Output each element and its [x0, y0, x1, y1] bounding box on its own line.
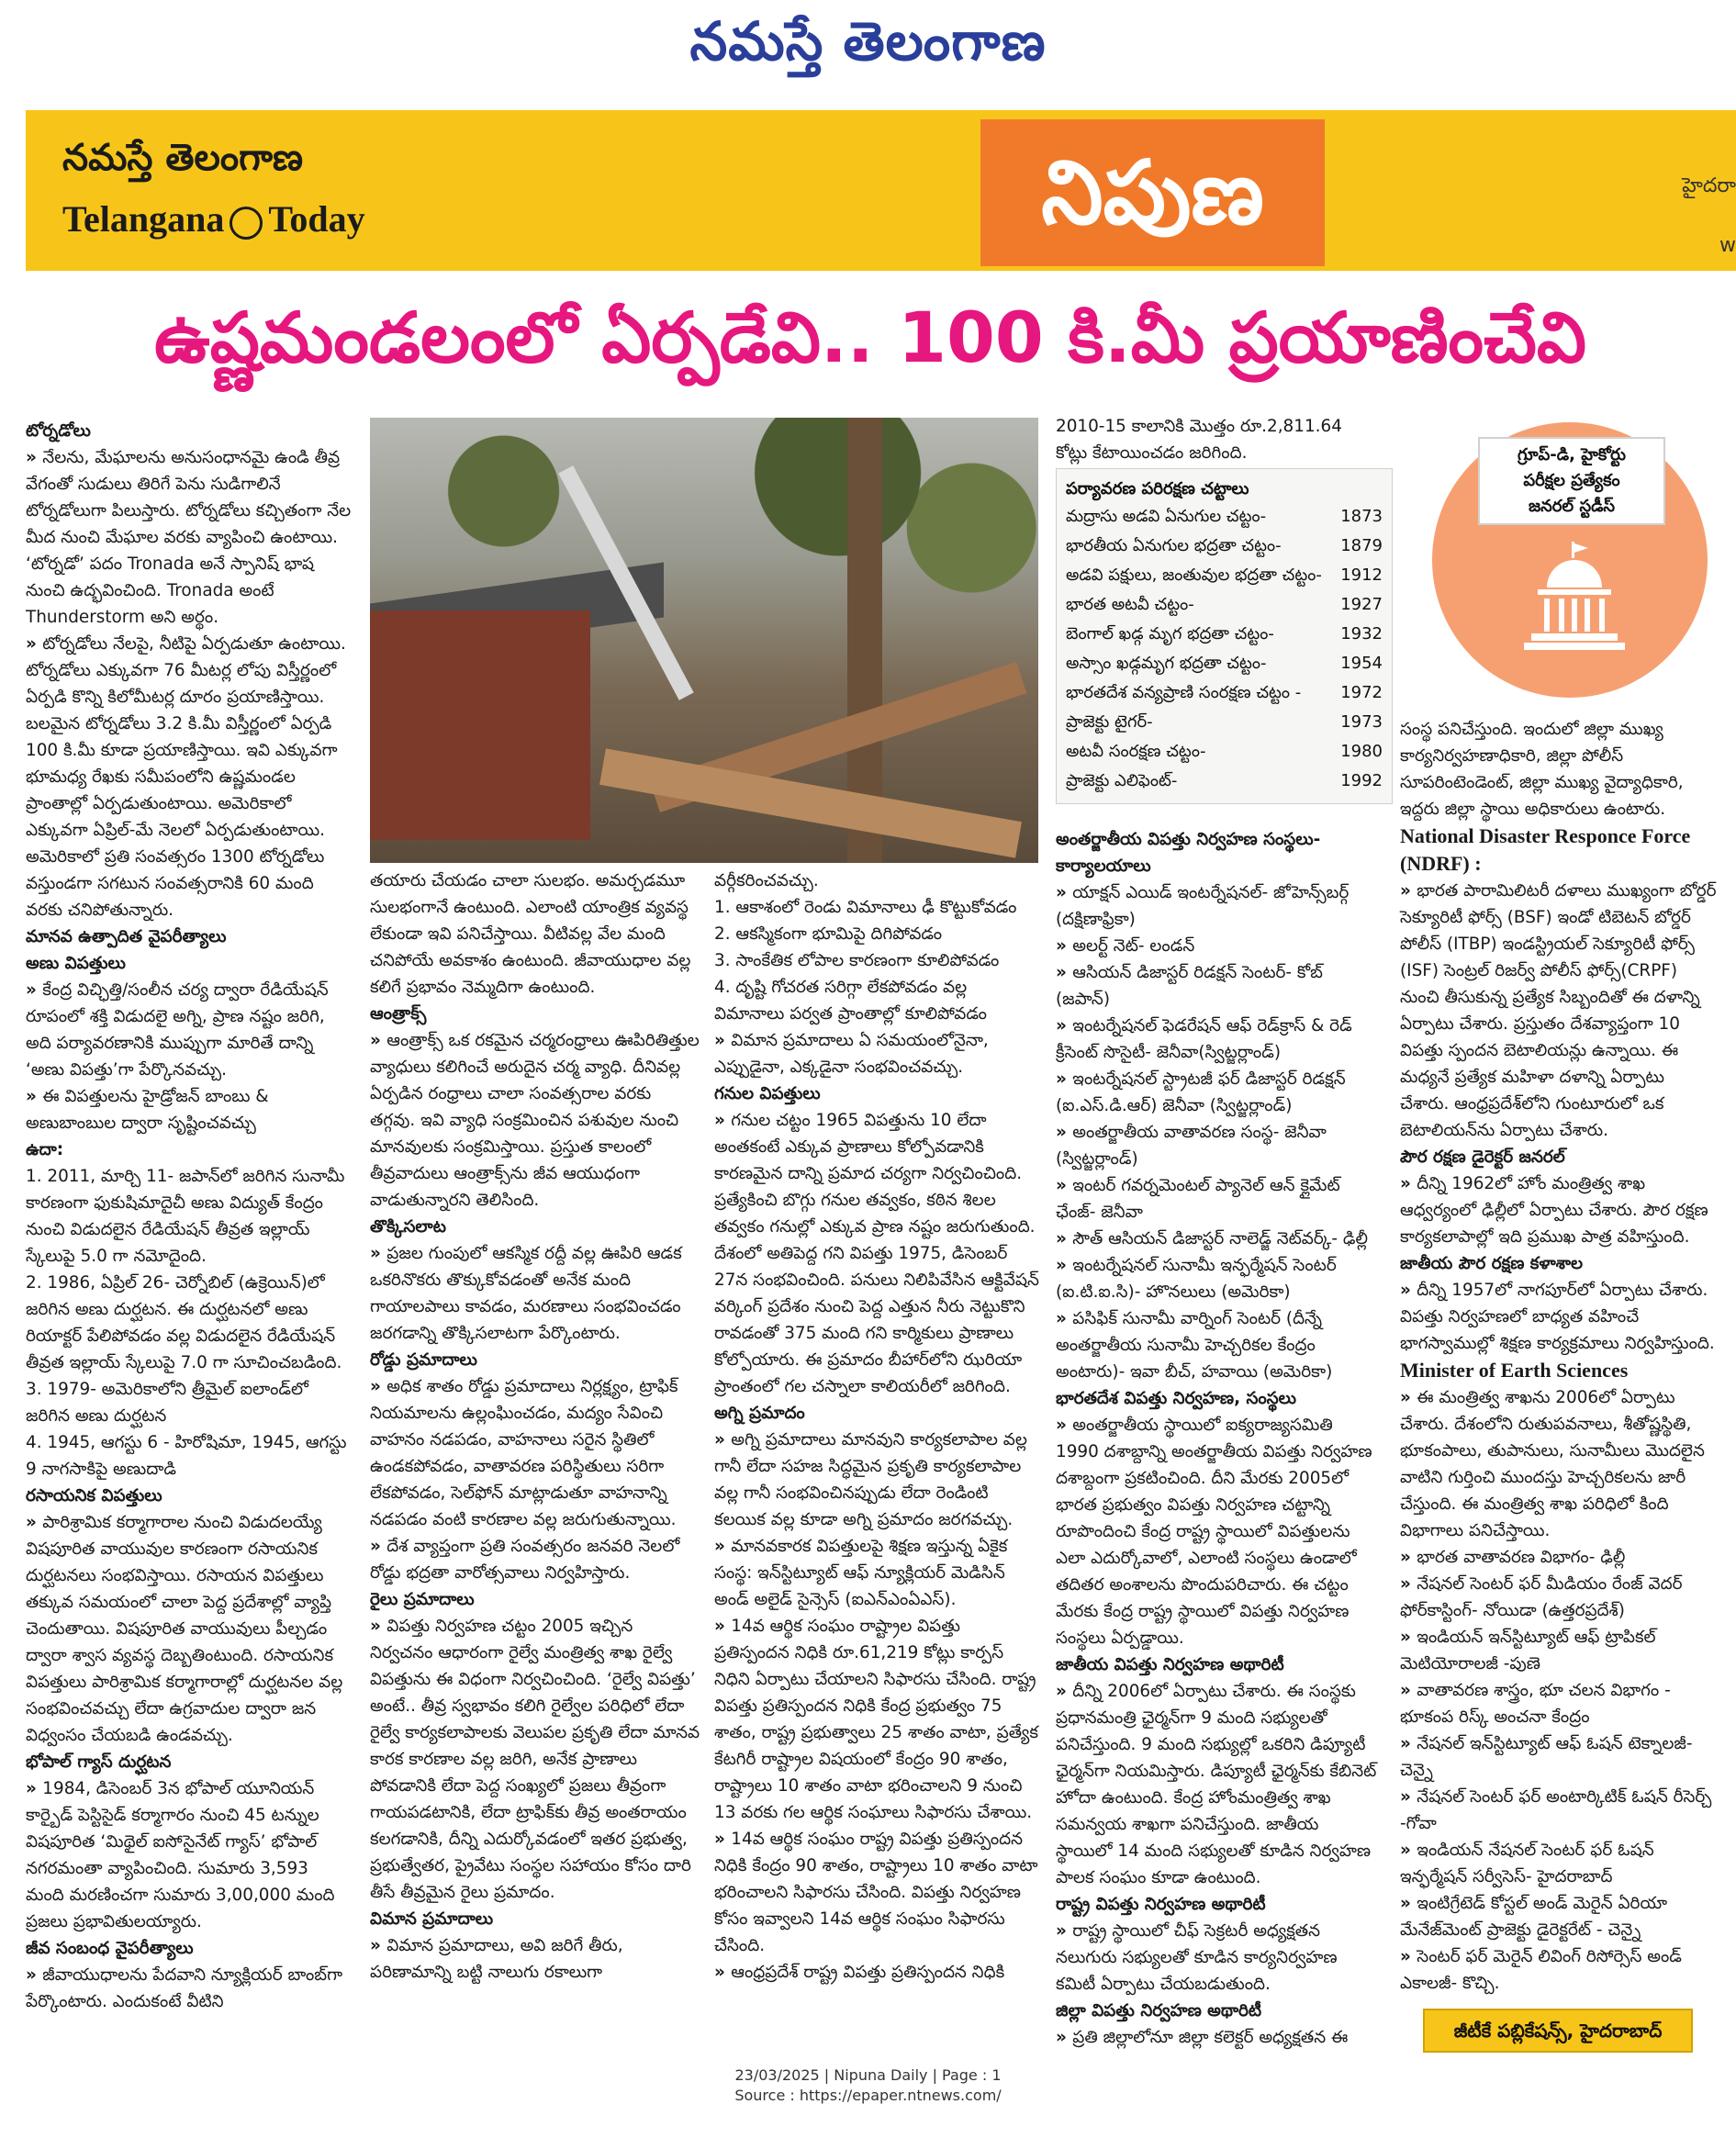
column-4: [1056, 826, 1377, 2051]
nipuna-logo: నిపుణ: [980, 119, 1325, 266]
namaste-telangana-logo: నమస్తే తెలంగాణ: [62, 136, 304, 179]
paragraph: సంస్థ పనిచేస్తుంది. ఇందులో జిల్లా ముఖ్య కార్యనిర్వహణాధికారి, జిల్లా పోలీస్ సూపరింటెండెంట్, జిల్లా ముఖ్య వైద్యాధికారి, ఇద్దరు జిల్లా స్థాయి అధికారులు ఉంటారు.: [1400, 720, 1684, 819]
footer-date-line: 23/03/2025 | Nipuna Daily | Page : 1: [734, 2066, 1002, 2084]
section-heading: జాతీయ పౌర రక్షణ కళాశాల: [1400, 1254, 1584, 1273]
list-item: 2. 1986, ఏప్రిల్ 26- చెర్నోబిల్ (ఉక్రెయిన్)లో జరిగిన అణు దుర్ఘటన. ఈ దుర్ఘటనలో అణు రియాక్టర్ పేలిపోవడం వల్ల విడుదలైన రేడియేషన్ తీవ్రత ఇల్లాయ్ స్కేలుపై 7.0 గా సూచించబడింది.: [26, 1273, 342, 1372]
section-heading: మానవ ఉత్పాదిత వైపరీత్యాలు: [26, 927, 227, 946]
list-item: » నేషనల్ సెంటర్ ఫర్ అంటార్కిటిక్ ఓషన్ రీసెర్చ్ -గోవా: [1400, 1784, 1717, 1837]
photo-foliage: [370, 418, 1038, 601]
section-banner: [26, 110, 1736, 271]
section-heading: జీవ సంబంధ వైపరీత్యాలు: [26, 1939, 194, 1958]
table-row: [1066, 590, 1383, 620]
badge-line-3: జనరల్ స్టడీస్: [1528, 497, 1616, 516]
paragraph: తయారు చేయడం చాలా సులభం. అమర్చడమూ సులభంగానే ఉంటుంది. ఎలాంటి యాంత్రిక వ్యవస్థ లేకుండా ఇవి పనిచేస్తాయి. వీటివల్ల వేల మంది చనిపోయే అవకాశం ఉంటుంది. జీవాయుధాల వల్ల కలిగే ప్రభావం నెమ్మదిగా ఉంటుంది.: [370, 871, 691, 997]
section-heading: అణు విపత్తులు: [26, 954, 126, 973]
paragraph: » అగ్ని ప్రమాదాలు మానవుని కార్యకలాపాల వల్ల గానీ లేదా సహజ సిద్ధమైన ప్రకృతి కార్యకలాపాల వల్ల గానీ సంభవించినప్పుడు లేదా రెండింటి కలయిక వల్ల కూడా అగ్ని ప్రమాదం జరగవచ్చు.: [714, 1427, 1040, 1533]
list-item: » అలర్ట్ నెట్- లండన్: [1056, 933, 1377, 959]
law-year: 1873: [1340, 507, 1383, 526]
table-title: పర్యావరణ పరిరక్షణ చట్టాలు: [1066, 479, 1249, 498]
section-heading: రసాయనిక విపత్తులు: [26, 1486, 162, 1506]
paragraph: » 1984, డిసెంబర్ 3న భోపాల్ యూనియన్ కార్బైడ్ పెస్టిసైడ్ కర్మాగారం నుంచి 45 టన్నుల విషపూరిత ‘మిథైల్ ఐసోసైనేట్ గ్యాస్’ భోపాల్ నగరమంతా వ్యాపించింది. సుమారు 3,593 మంది మరణించగా సుమారు 3,00,000 మంది ప్రజలు ప్రభావితులయ్యారు.: [26, 1775, 352, 1935]
law-name: అడవి పక్షులు, జంతువుల భద్రతా చట్టం-: [1066, 565, 1322, 585]
paragraph: » మానవకారక విపత్తులపై శిక్షణ ఇస్తున్న ఏకైక సంస్థ: ఇన్‌స్టిట్యూట్ ఆఫ్ న్యూక్లియర్ మెడిసిన్ అండ్ అలైడ్ సైన్సెస్ (ఐఎన్ఎంఏఎస్).: [714, 1533, 1040, 1613]
paragraph: » టోర్నడోలు నేలపై, నీటిపై ఏర్పడుతూ ఉంటాయి. టోర్నడోలు ఎక్కువగా 76 మీటర్ల లోపు విస్తీర్ణంలో ఏర్పడి కొన్ని కిలోమీటర్ల దూరం ప్రయాణిస్తాయి. బలమైన టోర్నడోలు 3.2 కి.మీ విస్తీర్ణంలో ఏర్పడి 100 కి.మీ కూడా ప్రయాణిస్తాయి. ఇవి ఎక్కువగా భూమధ్య రేఖకు సమీపంలోని ఉష్ణమండల ప్రాంతాల్లో ఏర్పడుతుంటాయి. అమెరికాలో ఎక్కువగా ఏప్రిల్-మే నెలలో ఏర్పడుతుంటాయి. అమెరికాలో ప్రతి సంవత్సరం 1300 టోర్నడోలు వస్తుండగా సగటున సంవత్సరానికి 60 మంది వరకు చనిపోతున్నారు.: [26, 631, 352, 923]
paragraph: » ప్రతి జిల్లాలోనూ జిల్లా కలెక్టర్ అధ్యక్షతన ఈ: [1056, 2024, 1377, 2051]
list-item: 3. 1979- అమెరికాలోని త్రీమైల్ ఐలాండ్‌లో జరిగిన అణు దుర్ఘటన: [26, 1380, 308, 1426]
list-item: 2. ఆకస్మికంగా భూమిపై దిగిపోవడం: [714, 924, 943, 944]
section-heading: అంతర్జాతీయ విపత్తు నిర్వహణ సంస్థలు- కార్యాలయాలు: [1056, 830, 1321, 876]
paragraph: » 14వ ఆర్థిక సంఘం రాష్ట్రాల విపత్తు ప్రతిస్పందన నిధికి రూ.61,219 కోట్లు కార్పస్ నిధిని ఏర్పాటు చేయాలని సిఫారసు చేసింది. రాష్ట్ర విపత్తు ప్రతిస్పందన నిధికి కేంద్ర ప్రభుత్వం 75 శాతం, రాష్ట్ర ప్రభుత్వాలు 25 శాతం వాటా, ప్రత్యేక కేటగిరీ రాష్ట్రాల విషయంలో కేంద్రం 90 శాతం, రాష్ట్రాలు 10 శాతం వాటా భరించాలని 9 నుంచి 13 వరకు గల ఆర్థిక సంఘాలు సిఫారసు చేశాయి.: [714, 1613, 1040, 1826]
list-item: » భారత వాతావరణ విభాగం- ఢిల్లీ: [1400, 1544, 1717, 1571]
telangana-today-text-a: Telangana: [62, 198, 225, 240]
law-year: 1879: [1340, 536, 1383, 555]
law-year: 1932: [1340, 624, 1383, 644]
telangana-today-logo: [62, 197, 365, 241]
column-2: [370, 868, 700, 1986]
page-headline: ఉష్ణమండలంలో ఏర్పడేవి.. 100 కి.మీ ప్రయాణించేవి: [154, 297, 1586, 378]
paragraph: » దీన్ని 2006లో ఏర్పాటు చేశారు. ఈ సంస్థకు ప్రధానమంత్రి ఛైర్మన్‌గా 9 మంది సభ్యులతో పనిచేస్తుంది. 9 మంది సభ్యుల్లో ఒకరిని డిప్యూటీ ఛైర్మన్‌గా నియమిస్తారు. డిప్యూటీ ఛైర్మన్‌కు కేబినెట్ హోదా ఉంటుంది. కేంద్ర హోంమంత్రిత్వ శాఖ సమన్వయ శాఖగా పనిచేస్తుంది. జాతీయ స్థాయిలో 14 మంది సభ్యులతో కూడిన నిర్వహణ పాలక సంఘం కూడా ఉంటుంది.: [1056, 1678, 1377, 1891]
law-name: అటవీ సంరక్షణ చట్టం-: [1066, 742, 1206, 761]
paragraph: » పారిశ్రామిక కర్మాగారాల నుంచి విడుదలయ్యే విషపూరిత వాయువుల కారణంగా రసాయనిక దుర్ఘటనలు సంభవిస్తాయి. రసాయన విపత్తులు తక్కువ సమయంలో చాలా పెద్ద ప్రదేశాల్లో వ్యాప్తి చెందుతాయి. విషపూరిత వాయువులు పీల్చడం ద్వారా శ్వాస వ్యవస్థ దెబ్బతింటుంది. రసాయనిక విపత్తులు పారిశ్రామిక కర్మాగారాల్లో దుర్ఘటనల వల్ల సంభవించవచ్చు లేదా ఉగ్రవాదుల ద్వారా జన విధ్వంసం చేయబడి ఉండవచ్చు.: [26, 1509, 352, 1749]
paragraph: » విమాన ప్రమాదాలు, అవి జరిగే తీరు, పరిణామాన్ని బట్టి నాలుగు రకాలుగా: [370, 1932, 700, 1986]
paragraph: » జీవాయుధాలను పేదవాని న్యూక్లియర్ బాంబ్‌గా పేర్కొంటారు. ఎందుకంటే వీటిని: [26, 1962, 352, 2015]
section-heading: పౌర రక్షణ డైరెక్టర్ జనరల్: [1400, 1147, 1565, 1167]
list-item: 4. 1945, ఆగస్టు 6 - హిరోషిమా, 1945, ఆగస్టు 9 నాగసాకిపై అణుదాడి: [26, 1433, 347, 1479]
paragraph: » భారత పారామిలిటరీ దళాలు ముఖ్యంగా బోర్డర్ సెక్యూరిటీ ఫోర్స్ (BSF) ఇండో టిబెటన్ బోర్డర్ పోలీస్ (ITBP) ఇండస్ట్రియల్ సెక్యూరిటీ ఫోర్స్ (ISF) సెంట్రల్ రిజర్వ్ పోలీస్ ఫోర్స్(CRPF) నుంచి తీసుకున్న ప్రత్యేక సిబ్బందితో ఈ దళాన్ని ఏర్పాటు చేశారు. ప్రస్తుతం దేశవ్యాప్తంగా 10 విపత్తు స్పందన బెటాలియన్లు ఉన్నాయి. ఈ మధ్యనే ప్రత్యేక మహిళా దళాన్ని ఏర్పాటు చేశారు. ఆంధ్రప్రదేశ్‌లోని గుంటూరులో ఒక బెటాలియన్‌ను ఏర్పాటు చేశారు.: [1400, 878, 1717, 1144]
law-year: 1973: [1340, 712, 1383, 732]
section-heading: Minister of Earth Sciences: [1400, 1359, 1629, 1382]
paragraph: » ఈ మంత్రిత్వ శాఖను 2006లో ఏర్పాటు చేశారు. దేశంలోని రుతుపవనాలు, శీతోష్ణస్థితి, భూకంపాలు, తుపానులు, సునామీలు మొదలైన వాటిని గుర్తించి ముందస్తు హెచ్చరికలను జారీ చేస్తుంది. ఈ మంత్రిత్వ శాఖ పరిధిలో కింది విభాగాలు పనిచేస్తాయి.: [1400, 1384, 1717, 1544]
section-heading: ఉదా:: [26, 1140, 64, 1159]
paragraph: » దీన్ని 1957లో నాగపూర్‌లో ఏర్పాటు చేశారు. విపత్తు నిర్వహణలో బాధ్యత వహించే భాగస్వాముల్లో శిక్షణ కార్యక్రమాలు నిర్వహిస్తుంది.: [1400, 1277, 1717, 1357]
table-row: [1066, 561, 1383, 590]
law-name: భారత అటవీ చట్టం-: [1066, 595, 1194, 614]
section-heading: రైలు ప్రమాదాలు: [370, 1590, 475, 1609]
paragraph: » గనుల చట్టం 1965 విపత్తును 10 లేదా అంతకంటే ఎక్కువ ప్రాణాలు కోల్పోవడానికి కారణమైన దాన్ని ప్రమాద చర్యగా నిర్వచించింది. ప్రత్యేకించి బొగ్గు గనుల తవ్వకం, కఠిన శిలల తవ్వకం గనుల్లో ఎక్కువ ప్రాణ నష్టం జరుగుతుంది. దేశంలో అతిపెద్ద గని విపత్తు 1975, డిసెంబర్ 27న సంభవించింది. పనులు నిలిపివేసిన ఆక్టివేషన్ వర్కింగ్ ప్రదేశం నుంచి పెద్ద ఎత్తున నీరు నెట్టుకొని రావడంతో 375 మంది గని కార్మికులు ప్రాణాలు కోల్పోయారు. ఈ ప్రమాదం బీహార్‌లోని ఝరియా ప్రాంతంలో గల చస్నాలా కాలియరీలో జరిగింది.: [714, 1107, 1040, 1400]
table-row: [1066, 678, 1383, 708]
masthead: [0, 0, 1736, 92]
footer-source-line: Source : https://epaper.ntnews.com/: [734, 2087, 1002, 2104]
paragraph: » అధిక శాతం రోడ్డు ప్రమాదాలు నిర్లక్ష్యం, ట్రాఫిక్ నియమాలను ఉల్లంఘించడం, మద్యం సేవించి వాహనం నడపడం, వాహనాలు సరైన స్థితిలో ఉండకపోవడం, వాతావరణ పరిస్థితులు సరిగా లేకపోవడం, సెల్‌ఫోన్ మాట్లాడుతూ వాహనాన్ని నడపడం వంటి కారణాల వల్ల జరుగుతున్నాయి.: [370, 1373, 700, 1533]
masthead-title: నమస్తే తెలంగాణ: [689, 10, 1047, 73]
badge-banner: [1478, 437, 1665, 525]
section-heading: ఆంత్రాక్స్: [370, 1004, 427, 1024]
paragraph: » ప్రజల గుంపులో ఆకస్మిక రద్దీ వల్ల ఊపిరి ఆడక ఒకరినొకరు తొక్కుకోవడంతో అనేక మంది గాయాలపాలు కావడం, మరణాలు సంభవించడం జరగడాన్ని తొక్కిసలాటగా పేర్కొంటారు.: [370, 1240, 700, 1347]
capitol-building-icon: [1524, 542, 1625, 652]
paragraph: » దీన్ని 1962లో హోం మంత్రిత్వ శాఖ ఆధ్వర్యంలో ఢిల్లీలో ఏర్పాటు చేశారు. పౌర రక్షణ కార్యకలాపాల్లో ఇది ప్రముఖ పాత్ర వహిస్తుంది.: [1400, 1170, 1717, 1250]
law-name: ప్రాజెక్టు ఎలిఫెంట్-: [1066, 771, 1178, 790]
paragraph: » విపత్తు నిర్వహణ చట్టం 2005 ఇచ్చిన నిర్వచనం ఆధారంగా రైల్వే మంత్రిత్వ శాఖ రైల్వే విపత్తును ఈ విధంగా నిర్వచించింది. ‘రైల్వే విపత్తు’ అంటే.. తీవ్ర స్వభావం కలిగి రైల్వేల పరిధిలో లేదా రైల్వే కార్యకలాపాలకు వెలుపల ప్రకృతి లేదా మానవ కారక కారణాల వల్ల జరిగి, అనేక ప్రాణాలు పోవడానికి లేదా పెద్ద సంఖ్యలో ప్రజలు తీవ్రంగా గాయపడటానికి, లేదా ట్రాఫిక్‌కు తీవ్ర అంతరాయం కలగడానికి, దీన్ని ఎదుర్కోవడంలో ఇతర ప్రభుత్వ, ప్రభుత్వేతర, ప్రైవేటు సంస్థల సహాయం కోసం దారి తీసే తీవ్రమైన రైలు ప్రమాదం.: [370, 1613, 700, 1906]
paragraph: » ఈ విపత్తులను హైడ్రోజన్ బాంబు & అణుబాంబుల ద్వారా సృష్టించవచ్చు: [26, 1083, 352, 1136]
publisher-stamp: జీటీకే పబ్లికేషన్స్, హైదరాబాద్: [1423, 2009, 1693, 2053]
paragraph: » నేలను, మేఘాలను అనుసంధానమై ఉండి తీవ్ర వేగంతో సుడులు తిరిగే పెను సుడిగాలినే టోర్నడోలుగా పిలుస్తారు. టోర్నడోలు కచ్చితంగా నేల మీద నుంచి మేఘాల వరకు వ్యాపించి ఉంటాయి. ‘టోర్నడో’ పదం Tronada అనే స్పానిష్ భాష నుంచి ఉద్భవించింది. Tronada అంటే Thunderstorm అని అర్థం.: [26, 444, 352, 631]
table-row: [1066, 767, 1383, 796]
law-year: 1992: [1340, 771, 1383, 790]
column-3: [714, 868, 1040, 1986]
paragraph: 2010-15 కాలానికి మొత్తం రూ.2,811.64 కోట్లు కేటాయించడం జరిగింది.: [1056, 417, 1342, 463]
organization-list: [1056, 879, 1377, 1385]
section-heading: భారతదేశ విపత్తు నిర్వహణ, సంస్థలు: [1056, 1389, 1297, 1408]
law-name: భారతీయ ఏనుగుల భద్రతా చట్టం-: [1066, 536, 1282, 555]
table-row: [1066, 737, 1383, 767]
paragraph: » ఆంధ్రప్రదేశ్ రాష్ట్ర విపత్తు ప్రతిస్పందన నిధికి: [714, 1959, 1040, 1986]
section-heading: టోర్నడోలు: [26, 421, 91, 441]
list-item: » యాక్షన్ ఎయిడ్ ఇంటర్నేషనల్- జోహెన్స్‌బర్గ్ (దక్షిణాఫ్రికా): [1056, 879, 1377, 933]
law-year: 1927: [1340, 595, 1383, 614]
page-footer: [0, 2065, 1736, 2106]
list-item: » ఇంటిగ్రేటెడ్ కోస్టల్ అండ్ మెరైన్ ఏరియా మేనేజ్‌మెంట్ ప్రాజెక్టు డైరెక్టరేట్ - చెన్నై: [1400, 1890, 1717, 1943]
list-item: » ఇంటర్నేషనల్ స్ట్రాటజీ ఫర్ డిజాస్టర్ రిడక్షన్ (ఐ.ఎస్.డి.ఆర్) జెనీవా (స్విట్జర్లాండ్): [1056, 1066, 1377, 1119]
list-item: » ఇండియన్ నేషనల్ సెంటర్ ఫర్ ఓషన్ ఇన్ఫర్మేషన్ సర్వీసెస్- హైదరాబాద్: [1400, 1837, 1717, 1890]
law-year: 1954: [1340, 654, 1383, 673]
photo-house: [370, 610, 590, 840]
paragraph: » రాష్ట్ర స్థాయిలో చీఫ్ సెక్రటరీ అధ్యక్షతన నలుగురు సభ్యులతో కూడిన కార్యనిర్వహణ కమిటీ ఏర్పాటు చేయబడుతుంది.: [1056, 1918, 1377, 1998]
table-body: [1066, 502, 1383, 796]
table-row: [1066, 532, 1383, 561]
list-item: » ఇండియన్ ఇన్‌స్టిట్యూట్ ఆఫ్ ట్రాపికల్ మెటియోరాలజీ -పుణె: [1400, 1624, 1717, 1677]
law-name: మద్రాసు అడవి ఏనుగుల చట్టం-: [1066, 507, 1267, 526]
section-heading: National Disaster Responce Force (NDRF) :: [1400, 824, 1691, 875]
emblem-icon: [230, 207, 263, 240]
column-1: [26, 418, 352, 2015]
storm-damage-photo: [370, 418, 1038, 863]
law-year: 1980: [1340, 742, 1383, 761]
paragraph: » కేంద్ర విచ్ఛిత్తి/సంలీన చర్య ద్వారా రేడియేషన్ రూపంలో శక్తి విడుదలై అగ్ని, ప్రాణ నష్టం జరిగి, అది పర్యావరణానికి ముప్పుగా మారితే దాన్ని ‘అణు విపత్తు’గా పేర్కొనవచ్చు.: [26, 977, 352, 1083]
environment-laws-table: [1056, 468, 1393, 804]
list-item: » నేషనల్ ఇన్‌స్టిట్యూట్ ఆఫ్ ఓషన్ టెక్నాలజీ- చెన్నై: [1400, 1730, 1717, 1784]
section-heading: తొక్కిసలాట: [370, 1217, 446, 1237]
section-heading: భోపాల్ గ్యాస్ దుర్ఘటన: [26, 1752, 172, 1772]
law-name: ప్రాజెక్టు టైగర్-: [1066, 712, 1153, 732]
list-item: » అంతర్జాతీయ వాతావరణ సంస్థ- జెనీవా (స్విట్జర్లాండ్): [1056, 1119, 1377, 1172]
section-heading: అగ్ని ప్రమాదం: [714, 1404, 805, 1423]
paragraph: » అంతర్జాతీయ స్థాయిలో ఐక్యరాజ్యసమితి 1990 దశాబ్దాన్ని అంతర్జాతీయ విపత్తు నిర్వహణ దశాబ్దంగా ప్రకటించింది. దీని మేరకు 2005లో భారత ప్రభుత్వం విపత్తు నిర్వహణ చట్టాన్ని రూపొందించి కేంద్ర రాష్ట్ర స్థాయిలో విపత్తులను ఎలా ఎదుర్కోవాలో, ఎలాంటి సంస్థలు ఉండాలో తదితర అంశాలను పొందుపరిచారు. ఈ చట్టం మేరకు కేంద్ర రాష్ట్ర స్థాయిలో విపత్తు నిర్వహణ సంస్థలు ఏర్పడ్డాయి.: [1056, 1412, 1377, 1651]
table-row: [1066, 708, 1383, 737]
list-item: 1. 2011, మార్చి 11- జపాన్‌లో జరిగిన సునామీ కారణంగా ఫుకుషిమాదైచీ అణు విద్యుత్ కేంద్రం నుంచి విడుదలైన రేడియేషన్ తీవ్రత ఇల్లాయ్ స్కేలుపై 5.0 గా నమోదైంది.: [26, 1167, 345, 1266]
table-row: [1066, 502, 1383, 532]
table-row: [1066, 649, 1383, 678]
section-heading: రాష్ట్ర విపత్తు నిర్వహణ అథారిటీ: [1056, 1895, 1266, 1914]
paragraph: » ఆంత్రాక్స్ ఒక రకమైన చర్మరంధ్రాలు ఊపిరితిత్తుల వ్యాధులు కలిగించే అరుదైన చర్మ వ్యాధి. దీనివల్ల ఏర్పడిన రంధ్రాలు చాలా సంవత్సరాల వరకు తగ్గవు. ఇవి వ్యాధి సంక్రమించిన పశువుల నుంచి మానవులకు సంక్రమిస్తాయి. ప్రస్తుత కాలంలో తీవ్రవాదులు ఆంత్రాక్స్‌ను జీవ ఆయుధంగా వాడుతున్నారని తెలిసింది.: [370, 1027, 700, 1214]
paragraph: » 14వ ఆర్థిక సంఘం రాష్ట్ర విపత్తు ప్రతిస్పందన నిధికి కేంద్రం 90 శాతం, రాష్ట్రాలు 10 శాతం వాటా భరించాలని సిఫారసు చేసింది. విపత్తు నిర్వహణ కోసం ఇవ్వాలని 14వ ఆర్థిక సంఘం సిఫారసు చేసింది.: [714, 1826, 1040, 1959]
section-heading: జాతీయ విపత్తు నిర్వహణ అథారిటీ: [1056, 1655, 1284, 1674]
list-item: » ఇంటర్నేషనల్ ఫెడరేషన్ ఆఫ్ రెడ్‌క్రాస్ & రెడ్ క్రీసెంట్ సొసైటీ- జెనీవా(స్విట్జర్లాండ్): [1056, 1013, 1377, 1066]
law-name: భారతదేశ వన్యప్రాణి సంరక్షణ చట్టం -: [1066, 683, 1302, 702]
paragraph: » దేశ వ్యాప్తంగా ప్రతి సంవత్సరం జనవరి నెలలో రోడ్డు భద్రతా వారోత్సవాలు నిర్వహిస్తారు.: [370, 1533, 700, 1586]
paragraph: వర్గీకరించవచ్చు.: [714, 871, 819, 890]
law-year: 1912: [1340, 565, 1383, 585]
section-heading: జిల్లా విపత్తు నిర్వహణ అథారిటీ: [1056, 2001, 1262, 2020]
banner-right-text-2: w: [1719, 234, 1736, 257]
list-item: » పసిఫిక్ సునామీ వార్నింగ్ సెంటర్ (దీన్నే అంతర్జాతీయ సునామీ హెచ్చరికల కేంద్రం అంటారు)- ఇవా బీచ్, హవాయి (అమెరికా): [1056, 1305, 1377, 1385]
list-item: 4. దృష్టి గోచరత సరిగ్గా లేకపోవడం వల్ల విమానాలు పర్వత ప్రాంతాల్లో కూలిపోవడం: [714, 978, 987, 1024]
list-item: » సెంటర్ ఫర్ మెరైన్ లివింగ్ రిసోర్సెస్ అండ్ ఎకాలజీ- కొచ్చి.: [1400, 1943, 1717, 1997]
list-item: » నేషనల్ సెంటర్ ఫర్ మీడియం రేంజ్ వెదర్ ఫోర్‌కాస్టింగ్- నోయిడా (ఉత్తరప్రదేశ్): [1400, 1571, 1717, 1624]
badge-line-1: గ్రూప్-డి, హైకోర్టు: [1517, 445, 1627, 465]
law-name: అస్సాం ఖడ్గమృగ భద్రతా చట్టం-: [1066, 654, 1267, 673]
section-heading: విమాన ప్రమాదాలు: [370, 1909, 494, 1929]
law-year: 1972: [1340, 683, 1383, 702]
list-item: » ఇంటర్ గవర్నమెంటల్ ప్యానెల్ ఆన్ క్లైమేట్ ఛేంజ్- జెనీవా: [1056, 1172, 1377, 1226]
list-item: » సౌత్ ఆసియన్ డిజాస్టర్ నాలెడ్జ్ నెట్‌వర్క్- ఢిల్లీ: [1056, 1226, 1377, 1252]
section-heading: రోడ్డు ప్రమాదాలు: [370, 1350, 477, 1370]
column-4-top: [1056, 413, 1372, 466]
badge-line-2: పరీక్షల ప్రత్యేకం: [1523, 471, 1620, 490]
list-item: » ఆసియన్ డిజాస్టర్ రిడక్షన్ సెంటర్- కోబ్ (జపాన్): [1056, 959, 1377, 1013]
banner-right-text: హైదరా: [1682, 174, 1736, 197]
list-item: 3. సాంకేతిక లోపాల కారణంగా కూలిపోవడం: [714, 951, 1000, 970]
department-list: [1400, 1544, 1717, 1997]
telangana-today-text-b: Today: [268, 198, 365, 240]
paragraph: » విమాన ప్రమాదాలు ఏ సమయంలోనైనా, ఎప్పుడైనా, ఎక్కడైనా సంభవించవచ్చు.: [714, 1027, 1040, 1080]
column-5: [1400, 716, 1717, 1997]
list-item: » ఇంటర్నేషనల్ సునామీ ఇన్ఫర్మేషన్ సెంటర్ (ఐ.టి.ఐ.సి)- హొనలులు (అమెరికా): [1056, 1252, 1377, 1305]
list-item: 1. ఆకాశంలో రెండు విమానాలు ఢీ కొట్టుకోవడం: [714, 898, 1017, 917]
banner-left-logos: [62, 136, 365, 241]
table-row: [1066, 620, 1383, 649]
section-heading: గనుల విపత్తులు: [714, 1084, 821, 1103]
list-item: » వాతావరణ శాస్త్రం, భూ చలన విభాగం - భూకంప రిస్క్ అంచనా కేంద్రం: [1400, 1677, 1717, 1730]
law-name: బెంగాల్ ఖడ్గ మృగ భద్రతా చట్టం-: [1066, 624, 1274, 644]
